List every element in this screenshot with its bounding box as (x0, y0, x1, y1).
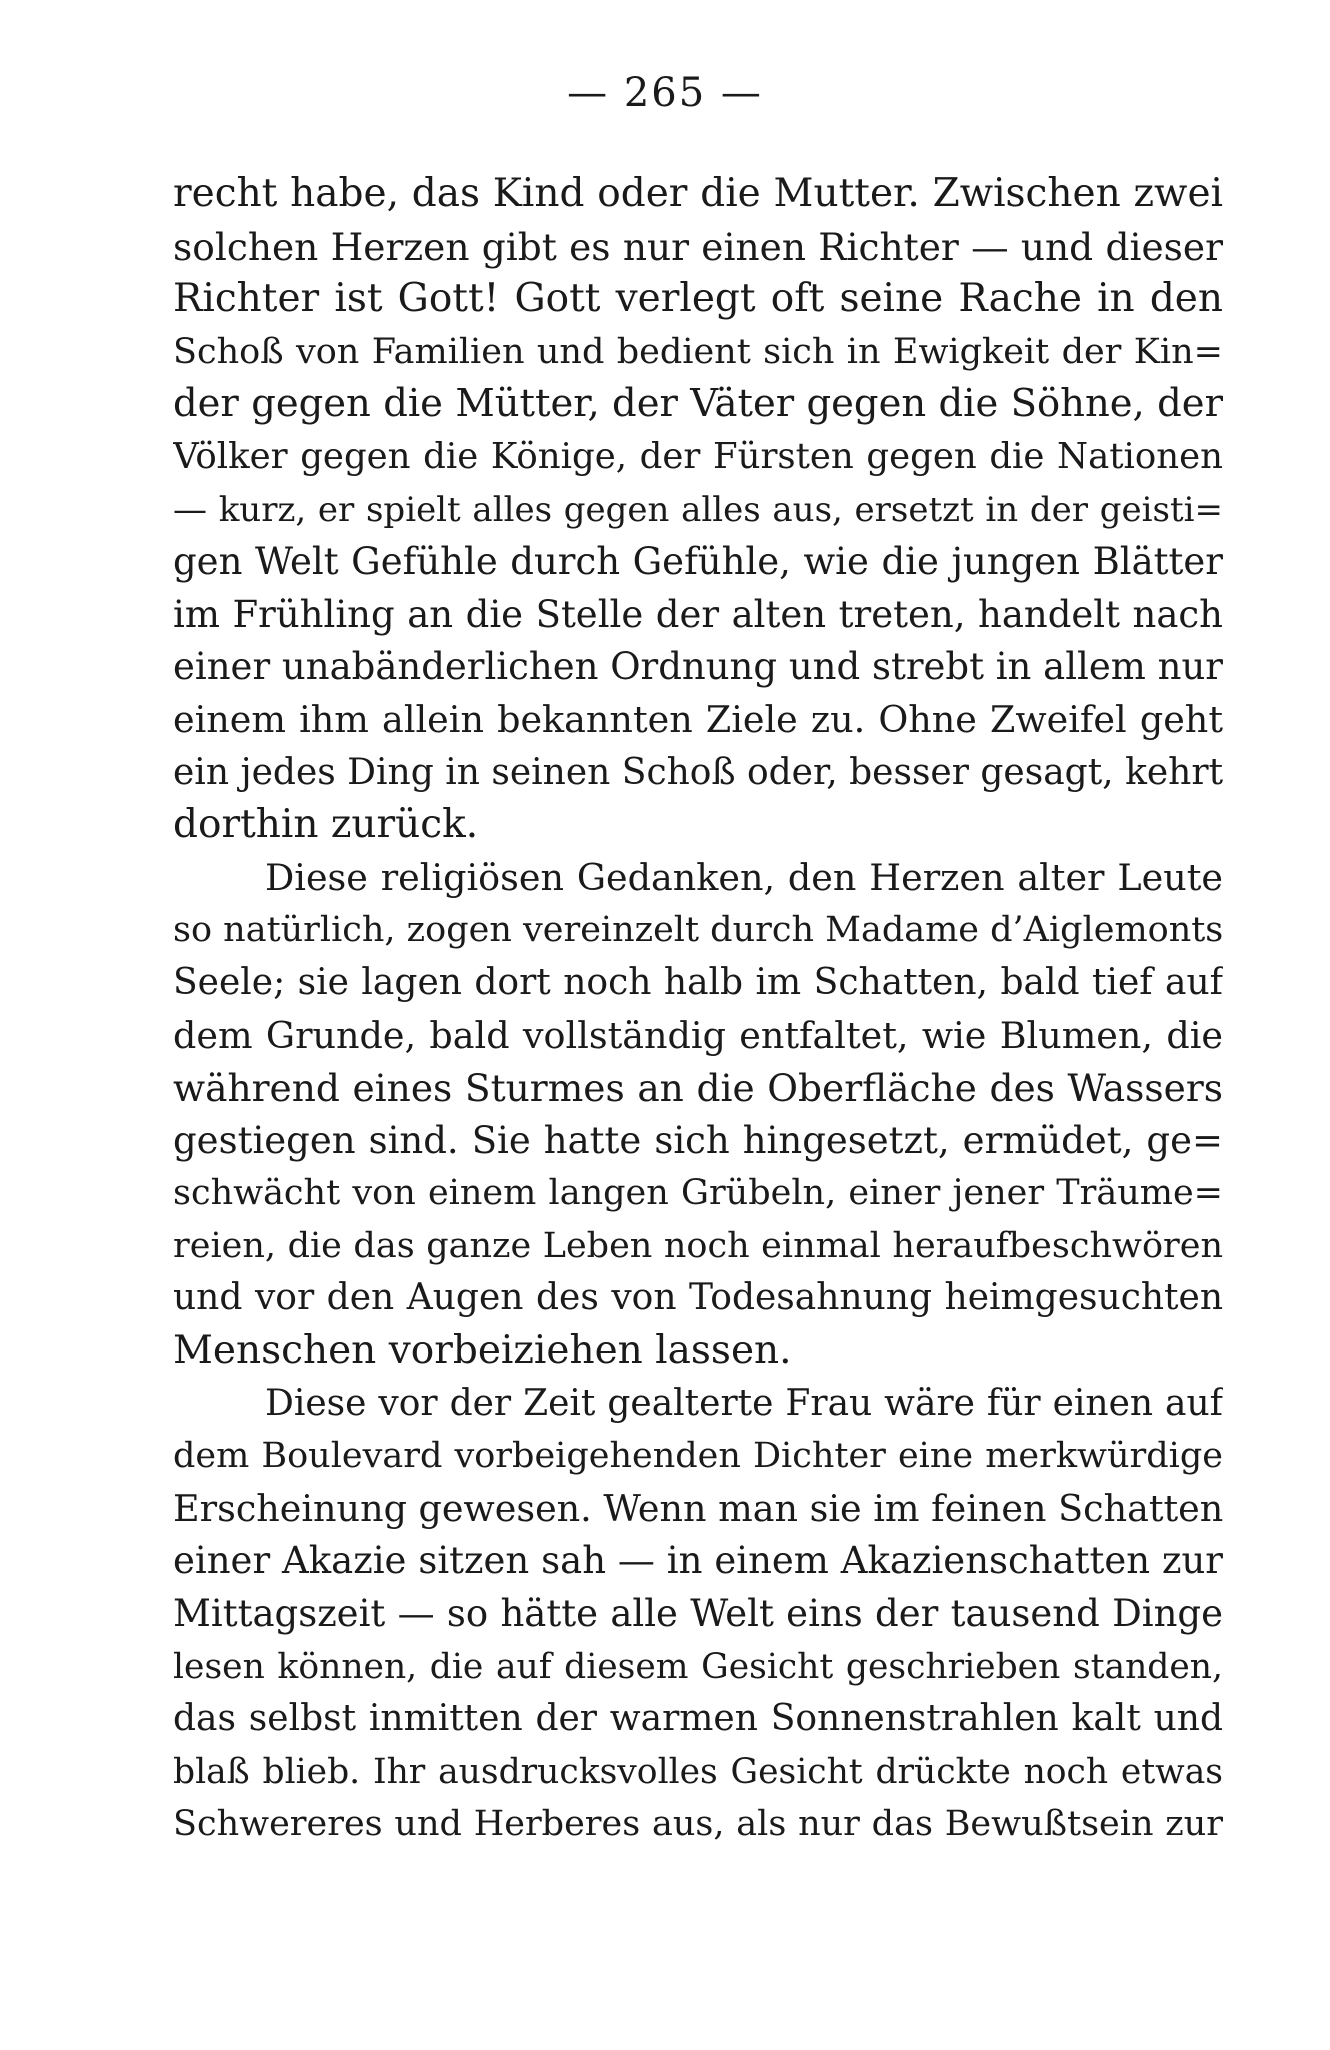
text-line: blaß blieb. Ihr ausdrucksvolles Gesicht drückte noch etwas (173, 1751, 1223, 1792)
text-line: dem Boulevard vorbeigehenden Dichter eine merkwürdige (173, 1436, 1223, 1477)
text-line: recht habe, das Kind oder die Mutter. Zwischen zwei (173, 171, 1223, 216)
text-line: und vor den Augen des von Todesahnung heimgesuchten (173, 1277, 1223, 1319)
page-number: — 265 — (567, 70, 763, 116)
text-line: Richter ist Gott! Gott verlegt oft seine Rache in den (173, 276, 1223, 322)
text-line: Schwereres und Herberes aus, als nur das Bewußtsein zur (173, 1804, 1223, 1845)
text-line: — kurz, er spielt alles gegen alles aus, ersetzt in der geisti= (173, 489, 1223, 530)
text-line: Menschen vorbeiziehen lassen. (173, 1328, 792, 1374)
text-line: einer Akazie sitzen sah — in einem Akazienschatten zur (173, 1539, 1223, 1583)
paragraph-first-line: Diese religiösen Gedanken, den Herzen alter Leute (265, 855, 1223, 899)
text-line: Erscheinung gewesen. Wenn man sie im feinen Schatten (173, 1486, 1223, 1530)
text-line: dem Grunde, bald vollständig entfaltet, wie Blumen, die (173, 1013, 1223, 1057)
text-line: solchen Herzen gibt es nur einen Richter — und dieser (173, 224, 1223, 269)
text-line: während eines Sturmes an die Oberfläche des Wassers (173, 1066, 1223, 1111)
text-line: Schoß von Familien und bedient sich in Ewigkeit der Kin= (173, 331, 1223, 372)
text-line: reien, die das ganze Leben noch einmal heraufbeschwören (173, 1225, 1223, 1266)
text-line: lesen können, die auf diesem Gesicht geschrieben standen, (173, 1646, 1223, 1687)
text-line: ein jedes Ding in seinen Schoß oder, besser gesagt, kehrt (173, 751, 1223, 793)
text-line: Seele; sie lagen dort noch halb im Schatten, bald tief auf (173, 961, 1223, 1003)
text-line: im Frühling an die Stelle der alten treten, handelt nach (173, 592, 1223, 636)
text-line: einem ihm allein bekannten Ziele zu. Ohne Zweifel geht (173, 697, 1223, 741)
text-line: gestiegen sind. Sie hatte sich hingesetzt, ermüdet, ge= (173, 1118, 1223, 1162)
text-line: Völker gegen die Könige, der Fürsten gegen die Nationen (173, 435, 1223, 477)
text-line: so natürlich, zogen vereinzelt durch Madame d’Aiglemonts (173, 910, 1223, 951)
body-text (173, 168, 1223, 1851)
text-line: dorthin zurück. (173, 802, 479, 848)
text-line: Mittagszeit — so hätte alle Welt eins der tausend Dinge (173, 1592, 1223, 1636)
text-line: schwächt von einem langen Grübeln, einer jener Träume= (173, 1173, 1223, 1214)
text-line: das selbst inmitten der warmen Sonnenstrahlen kalt und (173, 1698, 1223, 1740)
text-line: einer unabänderlichen Ordnung und strebt in allem nur (173, 645, 1223, 689)
text-line: gen Welt Gefühle durch Gefühle, wie die jungen Blätter (173, 540, 1223, 584)
paragraph-first-line: Diese vor der Zeit gealterte Frau wäre für einen auf (265, 1382, 1223, 1424)
text-line: der gegen die Mütter, der Väter gegen die Söhne, der (173, 381, 1223, 427)
